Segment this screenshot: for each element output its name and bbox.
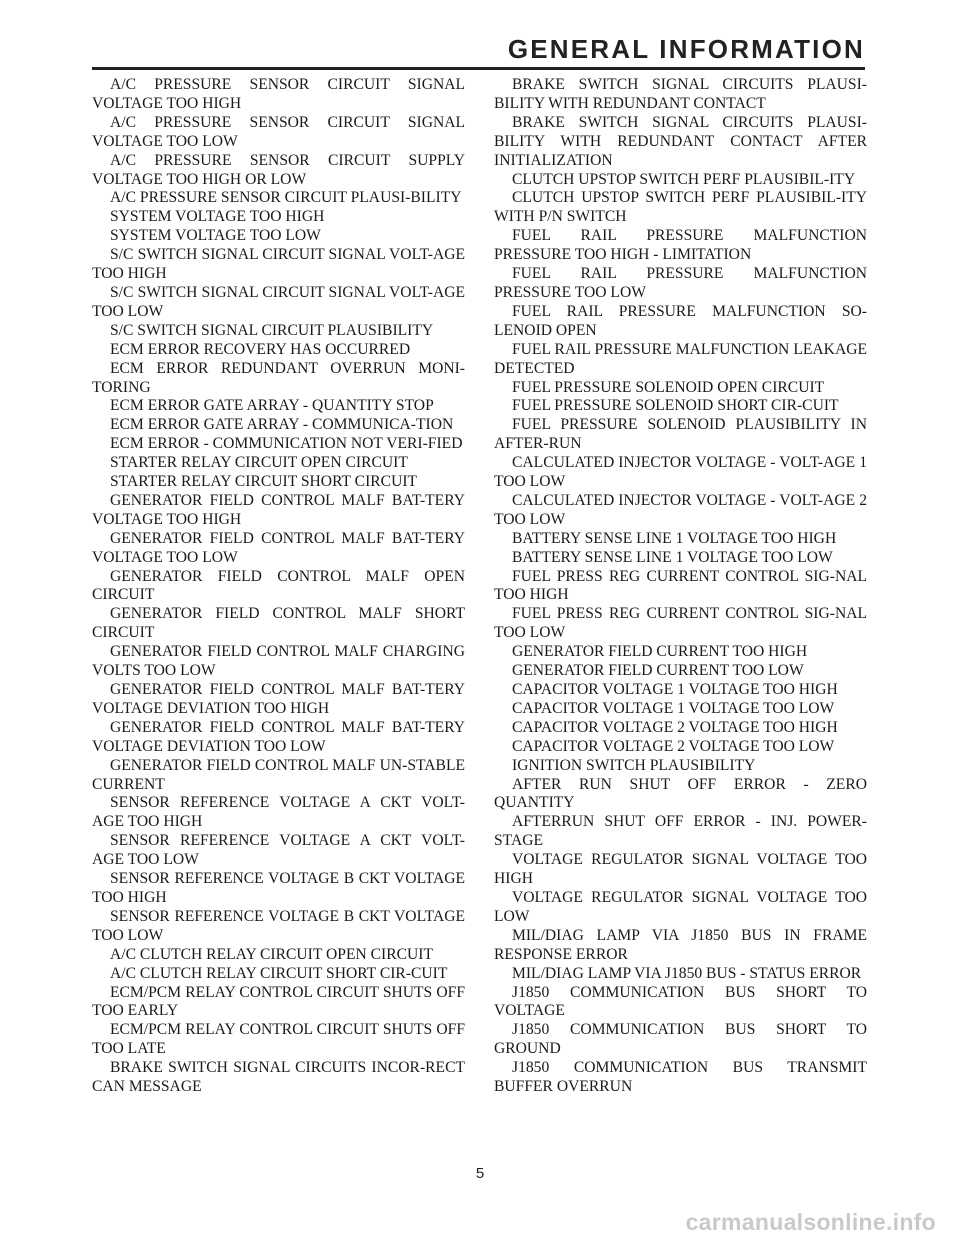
list-item: SENSOR REFERENCE VOLTAGE B CKT VOLTAGE TOO LOW — [92, 907, 465, 944]
list-item: S/C SWITCH SIGNAL CIRCUIT SIGNAL VOLT-AGE TOO HIGH — [92, 246, 465, 283]
left-column — [92, 76, 465, 1097]
list-item: FUEL PRESS REG CURRENT CONTROL SIG-NAL TOO LOW — [494, 605, 867, 642]
list-item: SYSTEM VOLTAGE TOO HIGH — [110, 208, 325, 226]
list-item: GENERATOR FIELD CONTROL MALF BAT-TERY VOLTAGE TOO LOW — [92, 529, 465, 566]
list-item: A/C PRESSURE SENSOR CIRCUIT PLAUSI-BILITY — [110, 189, 462, 207]
list-item: A/C CLUTCH RELAY CIRCUIT OPEN CIRCUIT — [110, 945, 434, 963]
page-number: 5 — [475, 1165, 485, 1182]
list-item: FUEL RAIL PRESSURE MALFUNCTION LEAKAGE DETECTED — [494, 340, 867, 377]
list-item: ECM/PCM RELAY CONTROL CIRCUIT SHUTS OFF TOO LATE — [92, 1021, 465, 1058]
list-item: J1850 COMMUNICATION BUS SHORT TO GROUND — [494, 1021, 867, 1058]
list-item: FUEL PRESSURE SOLENOID OPEN CIRCUIT — [512, 378, 825, 396]
list-item: A/C PRESSURE SENSOR CIRCUIT SIGNAL VOLTAGE TOO HIGH — [92, 76, 465, 112]
list-item: ECM ERROR REDUNDANT OVERRUN MONI-TORING — [92, 359, 465, 396]
list-item: STARTER RELAY CIRCUIT SHORT CIRCUIT — [110, 473, 418, 491]
list-item: ECM ERROR GATE ARRAY - COMMUNICA-TION — [110, 416, 454, 434]
list-item: SENSOR REFERENCE VOLTAGE A CKT VOLT-AGE TOO LOW — [92, 832, 465, 869]
list-item: S/C SWITCH SIGNAL CIRCUIT PLAUSIBILITY — [110, 321, 434, 339]
list-item: CAPACITOR VOLTAGE 2 VOLTAGE TOO LOW — [512, 737, 835, 755]
list-item: STARTER RELAY CIRCUIT OPEN CIRCUIT — [110, 454, 408, 472]
watermark: carmanualsonline.info — [685, 1209, 936, 1235]
list-item: GENERATOR FIELD CURRENT TOO LOW — [512, 662, 804, 680]
list-item: GENERATOR FIELD CONTROL MALF CHARGING VOLTS TOO LOW — [92, 643, 465, 680]
list-item: FUEL RAIL PRESSURE MALFUNCTION PRESSURE TOO LOW — [494, 265, 867, 301]
list-item: MIL/DIAG LAMP VIA J1850 BUS IN FRAME RESPONSE ERROR — [494, 926, 867, 963]
list-item: BATTERY SENSE LINE 1 VOLTAGE TOO LOW — [512, 548, 833, 566]
header-rule — [92, 67, 865, 70]
list-item: J1850 COMMUNICATION BUS SHORT TO VOLTAGE — [494, 983, 867, 1020]
list-item: CAPACITOR VOLTAGE 1 VOLTAGE TOO HIGH — [512, 681, 838, 698]
list-item: GENERATOR FIELD CONTROL MALF BAT-TERY VOLTAGE DEVIATION TOO LOW — [92, 718, 465, 755]
list-item: A/C PRESSURE SENSOR CIRCUIT SUPPLY VOLTAGE TOO HIGH OR LOW — [92, 151, 465, 188]
list-item: CALCULATED INJECTOR VOLTAGE - VOLT-AGE 1 TOO LOW — [494, 454, 867, 491]
list-item: ECM ERROR GATE ARRAY - QUANTITY STOP — [110, 397, 434, 415]
list-item: CLUTCH UPSTOP SWITCH PERF PLAUSIBIL-ITY — [512, 170, 856, 188]
list-item: FUEL PRESS REG CURRENT CONTROL SIG-NAL TOO HIGH — [494, 567, 867, 604]
list-item: BRAKE SWITCH SIGNAL CIRCUITS PLAUSI-BILITY WITH REDUNDANT CONTACT AFTER INITIALIZATION — [494, 113, 867, 169]
list-item: BATTERY SENSE LINE 1 VOLTAGE TOO HIGH — [512, 529, 837, 547]
list-item: CALCULATED INJECTOR VOLTAGE - VOLT-AGE 2 TOO LOW — [494, 491, 867, 528]
list-item: CAPACITOR VOLTAGE 2 VOLTAGE TOO HIGH — [512, 718, 838, 736]
list-item: S/C SWITCH SIGNAL CIRCUIT SIGNAL VOLT-AGE TOO LOW — [92, 283, 465, 320]
list-item: GENERATOR FIELD CONTROL MALF UN-STABLE CURRENT — [92, 756, 465, 793]
list-item: A/C PRESSURE SENSOR CIRCUIT SIGNAL VOLTAGE TOO LOW — [92, 113, 465, 150]
list-item: GENERATOR FIELD CONTROL MALF BAT-TERY VOLTAGE DEVIATION TOO HIGH — [92, 681, 465, 717]
list-item: FUEL PRESSURE SOLENOID SHORT CIR-CUIT — [512, 397, 839, 415]
list-item: VOLTAGE REGULATOR SIGNAL VOLTAGE TOO HIGH — [494, 851, 867, 888]
list-item: J1850 COMMUNICATION BUS TRANSMIT BUFFER OVERRUN — [494, 1059, 867, 1096]
right-column — [494, 76, 867, 1097]
list-item: FUEL PRESSURE SOLENOID PLAUSIBILITY IN AFTER-RUN — [494, 416, 867, 453]
list-item: BRAKE SWITCH SIGNAL CIRCUITS INCOR-RECT CAN MESSAGE — [92, 1059, 465, 1096]
list-item: MIL/DIAG LAMP VIA J1850 BUS - STATUS ERROR — [512, 964, 862, 982]
list-item: AFTERRUN SHUT OFF ERROR - INJ. POWER-STAGE — [494, 813, 867, 850]
list-item: VOLTAGE REGULATOR SIGNAL VOLTAGE TOO LOW — [494, 888, 867, 925]
list-item: ECM ERROR RECOVERY HAS OCCURRED — [110, 340, 411, 358]
section-title: GENERAL INFORMATION — [507, 34, 865, 64]
list-item: SYSTEM VOLTAGE TOO LOW — [110, 227, 321, 245]
list-item: ECM ERROR - COMMUNICATION NOT VERI-FIED — [110, 435, 463, 453]
list-item: GENERATOR FIELD CONTROL MALF OPEN CIRCUIT — [92, 567, 465, 604]
list-item: GENERATOR FIELD CONTROL MALF BAT-TERY VOLTAGE TOO HIGH — [92, 491, 465, 528]
list-item: CAPACITOR VOLTAGE 1 VOLTAGE TOO LOW — [512, 699, 835, 717]
list-item: SENSOR REFERENCE VOLTAGE B CKT VOLTAGE TOO HIGH — [92, 870, 465, 906]
list-item: CLUTCH UPSTOP SWITCH PERF PLAUSIBIL-ITY WITH P/N SWITCH — [494, 189, 867, 226]
list-item: ECM/PCM RELAY CONTROL CIRCUIT SHUTS OFF TOO EARLY — [92, 983, 465, 1020]
list-item: SENSOR REFERENCE VOLTAGE A CKT VOLT-AGE TOO HIGH — [92, 794, 465, 831]
list-item: A/C CLUTCH RELAY CIRCUIT SHORT CIR-CUIT — [110, 964, 448, 982]
list-item: FUEL RAIL PRESSURE MALFUNCTION SO-LENOID OPEN — [494, 302, 867, 339]
list-item: AFTER RUN SHUT OFF ERROR - ZERO QUANTITY — [494, 775, 867, 812]
list-item: BRAKE SWITCH SIGNAL CIRCUITS PLAUSI-BILITY WITH REDUNDANT CONTACT — [494, 76, 867, 112]
list-item: GENERATOR FIELD CURRENT TOO HIGH — [512, 643, 808, 661]
list-item: FUEL RAIL PRESSURE MALFUNCTION PRESSURE TOO HIGH - LIMITATION — [494, 227, 867, 264]
list-item: GENERATOR FIELD CONTROL MALF SHORT CIRCUIT — [92, 605, 465, 642]
list-item: IGNITION SWITCH PLAUSIBILITY — [512, 756, 756, 774]
